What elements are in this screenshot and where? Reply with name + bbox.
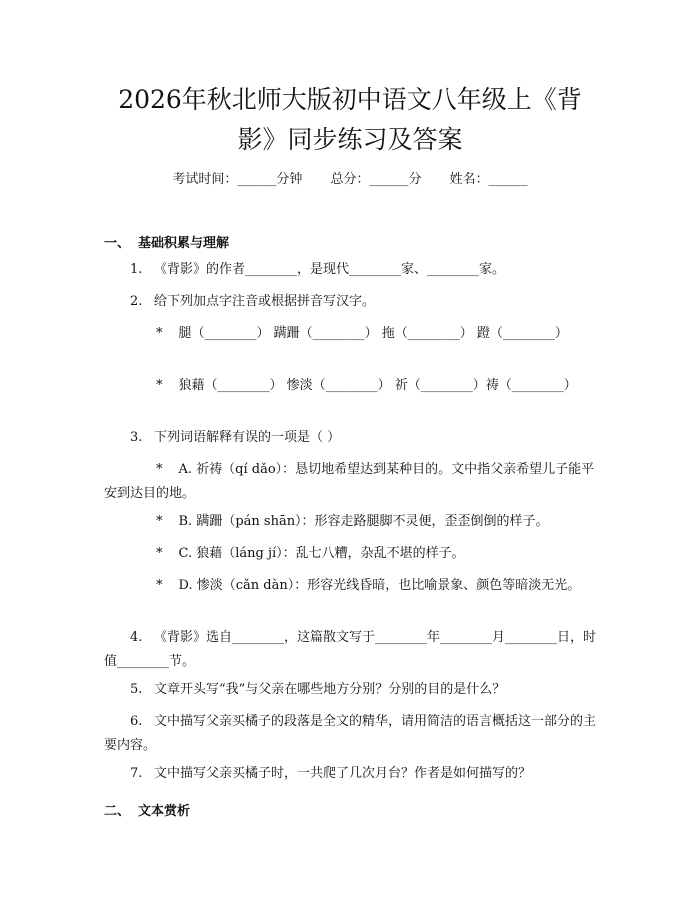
document-title: 2026年秋北师大版初中语文八年级上《背影》同步练习及答案 — [118, 85, 582, 154]
question-number: 1. — [130, 262, 143, 277]
section-heading — [104, 232, 229, 251]
question-number: 4. — [130, 630, 143, 645]
exam-meta — [0, 168, 700, 187]
bullet-text: 腿（________） 蹒跚（________） 拖（________） 蹬（________） — [178, 326, 568, 341]
question-text: 《背影》的作者________，是现代________家、________家。 — [154, 262, 506, 277]
bullet-marker: * — [156, 326, 163, 341]
exam-name: 姓名：______ — [449, 172, 528, 187]
bullet-marker: * — [156, 462, 163, 477]
question-number: 7. — [130, 766, 143, 781]
bullet-marker: * — [156, 378, 163, 393]
question-item — [104, 290, 596, 314]
option-text: B. 蹒跚（pán shān）：形容走路腿脚不灵便，歪歪倒倒的样子。 — [178, 514, 549, 529]
section-title: 基础积累与理解 — [138, 236, 230, 251]
bullet-marker: * — [156, 514, 163, 529]
question-item — [104, 678, 596, 702]
bullet-item — [104, 322, 596, 346]
question-item — [104, 626, 596, 674]
question-text: 下列词语解释有误的一项是（ ） — [154, 430, 341, 445]
option-text: D. 惨淡（cǎn dàn）：形容光线昏暗，也比喻景象、颜色等暗淡无光。 — [178, 578, 581, 593]
option-item — [104, 458, 596, 506]
option-item — [104, 542, 596, 566]
question-item — [104, 426, 596, 450]
question-number: 5. — [130, 682, 143, 697]
question-text: 文中描写父亲买橘子时，一共爬了几次月台？作者是如何描写的？ — [154, 766, 532, 781]
question-text: 《背影》选自________，这篇散文写于________年________月________日，时值________节。 — [104, 630, 597, 669]
section-heading — [104, 800, 190, 819]
question-text: 文章开头写“我”与父亲在哪些地方分别？分别的目的是什么？ — [154, 682, 506, 697]
question-number: 6. — [130, 714, 143, 729]
question-item — [104, 762, 596, 786]
question-text: 给下列加点字注音或根据拼音写汉字。 — [154, 294, 376, 309]
question-text: 文中描写父亲买橘子的段落是全文的精华，请用简洁的语言概括这一部分的主要内容。 — [104, 714, 597, 753]
option-item — [104, 510, 596, 534]
section-number: 一、 — [104, 236, 131, 251]
bullet-marker: * — [156, 546, 163, 561]
section-title: 文本赏析 — [138, 804, 191, 819]
option-text: A. 祈祷（qí dǎo）：恳切地希望达到某种目的。文中指父亲希望儿子能平安到达目的地。 — [104, 462, 595, 501]
option-text: C. 狼藉（láng jí）：乱七八糟，杂乱不堪的样子。 — [178, 546, 465, 561]
question-number: 3. — [130, 430, 143, 445]
section-number: 二、 — [104, 804, 131, 819]
bullet-text: 狼藉（________） 惨淡（________） 祈（________）祷（________） — [178, 378, 577, 393]
exam-time: 考试时间：______分钟 — [172, 172, 303, 187]
question-number: 2. — [130, 294, 143, 309]
question-item — [104, 258, 596, 282]
bullet-marker: * — [156, 578, 163, 593]
exam-score: 总分：______分 — [330, 172, 422, 187]
bullet-item — [104, 374, 596, 398]
option-item — [104, 574, 596, 598]
question-item — [104, 710, 596, 758]
